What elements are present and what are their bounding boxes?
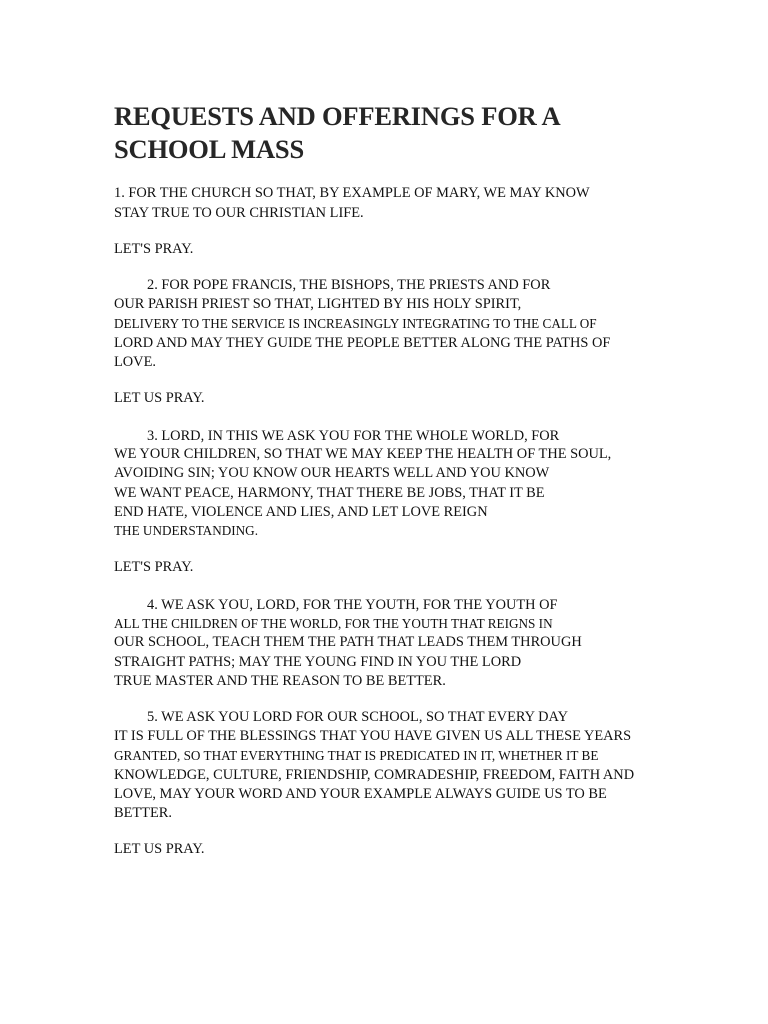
petition-5-line-5: LOVE, MAY YOUR WORD AND YOUR EXAMPLE ALWAYS GUIDE US TO BE — [114, 786, 607, 802]
petition-3-line-2: WE YOUR CHILDREN, SO THAT WE MAY KEEP THE HEALTH OF THE SOUL, — [114, 446, 612, 462]
response-3: LET'S PRAY. — [114, 559, 194, 575]
petition-3-line-6: THE UNDERSTANDING. — [114, 523, 258, 538]
petition-4-line-1: 4. WE ASK YOU, LORD, FOR THE YOUTH, FOR THE YOUTH OF — [147, 597, 558, 613]
petition-2-line-2: OUR PARISH PRIEST SO THAT, LIGHTED BY HIS HOLY SPIRIT, — [114, 296, 522, 312]
response-1: LET'S PRAY. — [114, 241, 194, 257]
petition-2-line-3: DELIVERY TO THE SERVICE IS INCREASINGLY INTEGRATING TO THE CALL OF — [114, 316, 597, 331]
document-title: REQUESTS AND OFFERINGS FOR A SCHOOL MASS — [114, 101, 559, 164]
petition-3-line-3: AVOIDING SIN; YOU KNOW OUR HEARTS WELL AND YOU KNOW — [114, 465, 550, 481]
petition-4-line-3: OUR SCHOOL, TEACH THEM THE PATH THAT LEADS THEM THROUGH — [114, 634, 582, 650]
response-2: LET US PRAY. — [114, 390, 205, 406]
petition-1-line-1: 1. FOR THE CHURCH SO THAT, BY EXAMPLE OF MARY, WE MAY KNOW — [114, 185, 590, 201]
petition-4-line-4: STRAIGHT PATHS; MAY THE YOUNG FIND IN YOU THE LORD — [114, 654, 522, 670]
petition-3-line-5: END HATE, VIOLENCE AND LIES, AND LET LOVE REIGN — [114, 504, 488, 520]
petition-3-line-4: WE WANT PEACE, HARMONY, THAT THERE BE JOBS, THAT IT BE — [114, 485, 545, 501]
petition-5-line-1: 5. WE ASK YOU LORD FOR OUR SCHOOL, SO THAT EVERY DAY — [147, 709, 568, 725]
petition-5-line-4: KNOWLEDGE, CULTURE, FRIENDSHIP, COMRADESHIP, FREEDOM, FAITH AND — [114, 767, 635, 783]
petition-4-line-2: ALL THE CHILDREN OF THE WORLD, FOR THE YOUTH THAT REIGNS IN — [114, 616, 553, 631]
petition-1-line-2: STAY TRUE TO OUR CHRISTIAN LIFE. — [114, 205, 364, 221]
response-5: LET US PRAY. — [114, 841, 205, 857]
petition-2-line-1: 2. FOR POPE FRANCIS, THE BISHOPS, THE PRIESTS AND FOR — [147, 277, 551, 293]
petition-2-line-4: LORD AND MAY THEY GUIDE THE PEOPLE BETTER ALONG THE PATHS OF — [114, 335, 611, 351]
petition-5-line-2: IT IS FULL OF THE BLESSINGS THAT YOU HAVE GIVEN US ALL THESE YEARS — [114, 728, 632, 744]
petition-3-line-1: 3. LORD, IN THIS WE ASK YOU FOR THE WHOLE WORLD, FOR — [147, 428, 560, 444]
petition-5-line-6: BETTER. — [114, 805, 172, 821]
petition-4-line-5: TRUE MASTER AND THE REASON TO BE BETTER. — [114, 673, 446, 689]
petition-2-line-5: LOVE. — [114, 354, 156, 370]
petition-5-line-3: GRANTED, SO THAT EVERYTHING THAT IS PREDICATED IN IT, WHETHER IT BE — [114, 748, 599, 763]
